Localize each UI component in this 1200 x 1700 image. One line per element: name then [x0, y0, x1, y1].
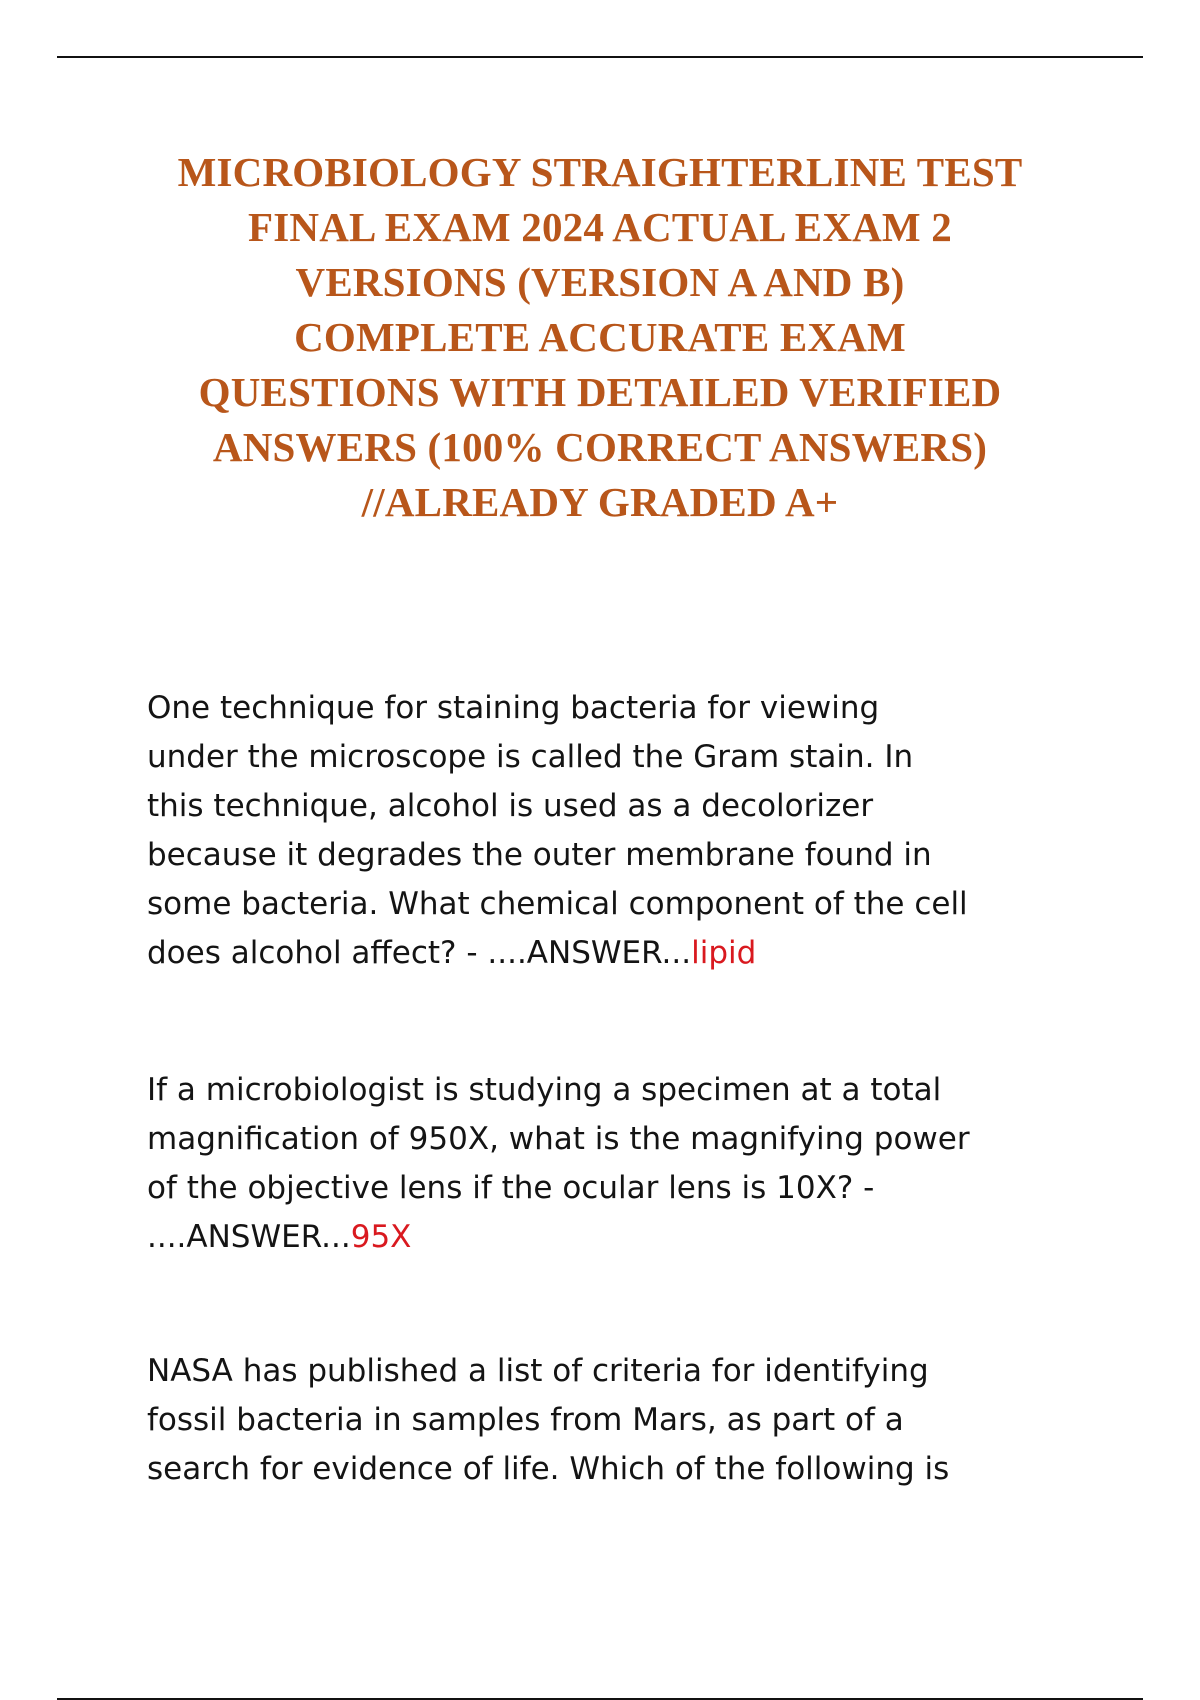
- question-line: this technique, alcohol is used as a decolorizer: [147, 788, 874, 824]
- question-line-last: [147, 929, 1067, 978]
- document-title: [130, 145, 1070, 530]
- question-line: If a microbiologist is studying a specimen at a total: [147, 1072, 942, 1108]
- answer-text: 95X: [350, 1219, 412, 1255]
- question-text: does alcohol affect? - ....ANSWER...: [147, 935, 692, 971]
- title-line: VERSIONS (VERSION A AND B): [295, 259, 905, 305]
- question-line: search for evidence of life. Which of the following is: [147, 1451, 950, 1487]
- question-2: [147, 1066, 1067, 1262]
- question-3: [147, 1347, 1067, 1494]
- title-line: //ALREADY GRADED A+: [361, 479, 839, 525]
- question-line: NASA has published a list of criteria for identifying: [147, 1353, 929, 1389]
- title-line: ANSWERS (100% CORRECT ANSWERS): [212, 424, 988, 470]
- title-line: MICROBIOLOGY STRAIGHTERLINE TEST: [177, 149, 1023, 195]
- question-line: fossil bacteria in samples from Mars, as part of a: [147, 1402, 904, 1438]
- question-line: One technique for staining bacteria for viewing: [147, 690, 880, 726]
- question-text: ....ANSWER...: [147, 1219, 351, 1255]
- title-line: COMPLETE ACCURATE EXAM: [294, 314, 906, 360]
- question-line: some bacteria. What chemical component of the cell: [147, 886, 968, 922]
- title-line: QUESTIONS WITH DETAILED VERIFIED: [198, 369, 1002, 415]
- question-line: magnification of 950X, what is the magnifying power: [147, 1121, 970, 1157]
- header-rule: [57, 56, 1143, 58]
- question-1: [147, 684, 1067, 978]
- title-line: FINAL EXAM 2024 ACTUAL EXAM 2: [248, 204, 952, 250]
- answer-text: lipid: [691, 935, 757, 971]
- question-line: of the objective lens if the ocular lens is 10X? -: [147, 1170, 875, 1206]
- question-line: under the microscope is called the Gram stain. In: [147, 739, 914, 775]
- question-line-last: [147, 1213, 1067, 1262]
- question-line: because it degrades the outer membrane found in: [147, 837, 932, 873]
